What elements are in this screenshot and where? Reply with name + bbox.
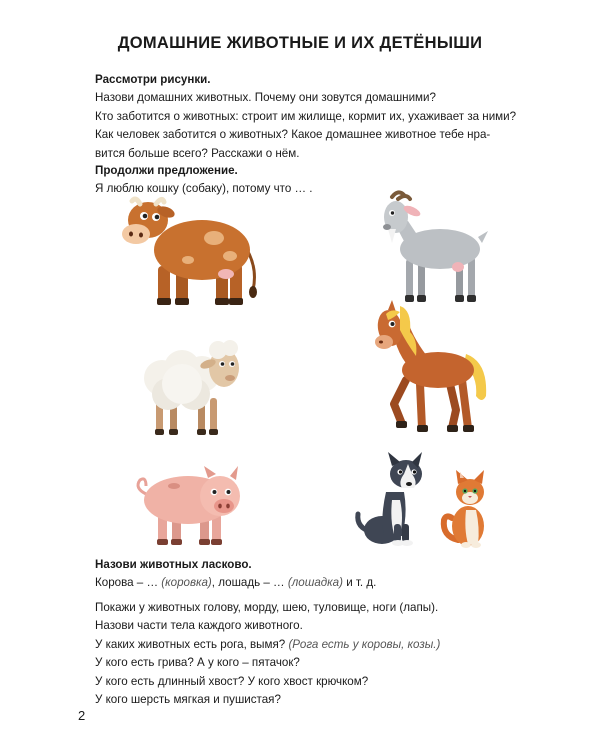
sheep-illustration	[138, 330, 246, 440]
page-number: 2	[78, 708, 86, 723]
text-part: , лошадь – …	[211, 576, 288, 590]
text-part: У каких животных есть рога, вымя?	[95, 637, 289, 651]
affection-block	[95, 556, 555, 593]
text-part: Корова – …	[95, 576, 162, 590]
hint-text: (коровка)	[161, 576, 212, 590]
section-heading-look: Рассмотри рисунки.	[95, 73, 211, 86]
cow-illustration	[118, 198, 268, 310]
section-heading-affection: Назови животных ласково.	[95, 558, 252, 571]
text-line: Как человек заботится о животных? Какое домашнее животное тебе нра-	[95, 128, 491, 142]
text-part: и т. д.	[342, 576, 377, 590]
text-line: Назови домашних животных. Почему они зовутся домашними?	[95, 91, 436, 105]
hint-text: (Рога есть у коровы, козы.)	[288, 637, 441, 651]
pig-illustration	[134, 456, 252, 550]
horse-illustration	[366, 300, 496, 440]
body-parts-block	[95, 599, 555, 709]
text-line: Я люблю кошку (собаку), потому что … .	[95, 182, 313, 196]
text-line: Кто заботится о животных: строит им жилище, кормит их, ухаживает за ними?	[95, 109, 517, 123]
text-line: вится больше всего? Расскажи о нём.	[95, 146, 300, 160]
intro-block	[95, 71, 555, 163]
text-line: У кого есть грива? А у кого – пятачок?	[95, 656, 300, 670]
goat-illustration	[378, 193, 490, 311]
cat-illustration	[440, 470, 500, 550]
text-line: Назови части тела каждого животного.	[95, 619, 303, 633]
page-title: ДОМАШНИЕ ЖИВОТНЫЕ И ИХ ДЕТЁНЫШИ	[117, 34, 483, 52]
dog-illustration	[352, 452, 436, 548]
text-line: У кого есть длинный хвост? У кого хвост крючком?	[95, 674, 369, 688]
text-line	[95, 636, 555, 654]
section-heading-continue: Продолжи предложение.	[95, 164, 238, 177]
text-line: Покажи у животных голову, морду, шею, туловище, ноги (лапы).	[95, 601, 439, 614]
affection-example	[95, 574, 555, 592]
text-line: У кого шерсть мягкая и пушистая?	[95, 693, 281, 707]
hint-text: (лошадка)	[287, 576, 343, 590]
